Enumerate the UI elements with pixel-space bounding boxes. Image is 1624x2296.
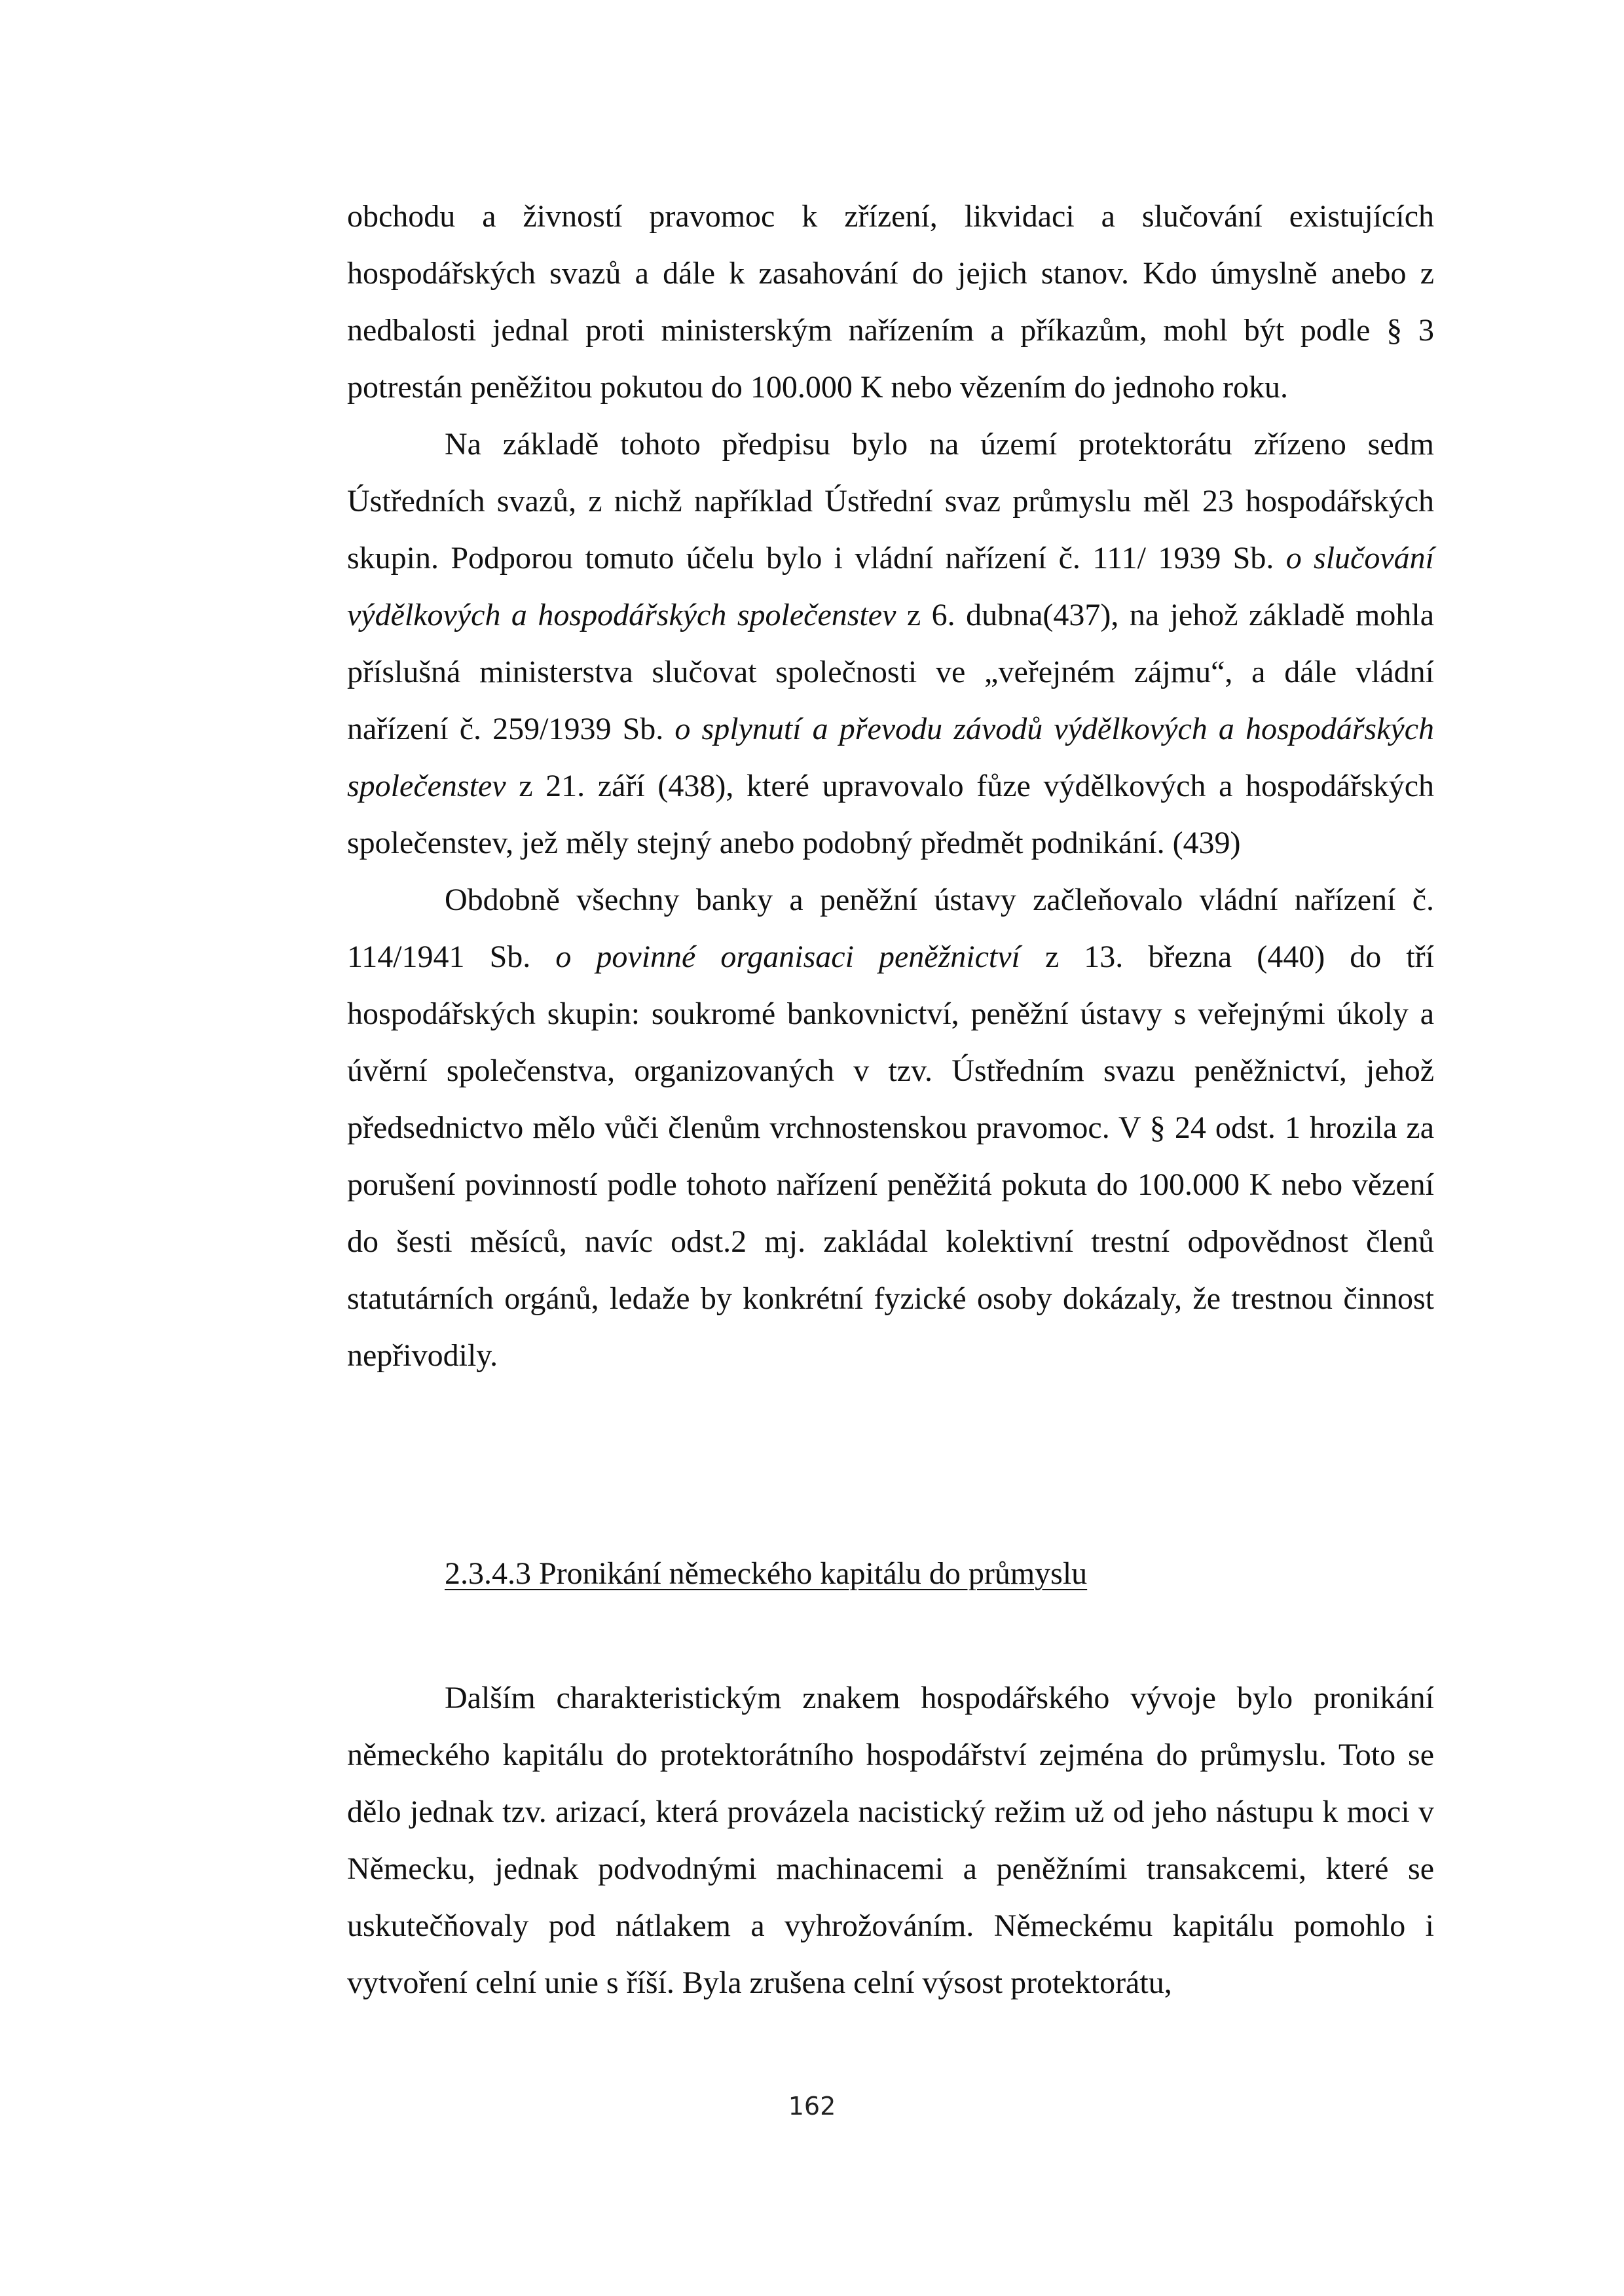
paragraph xyxy=(347,1669,1434,2011)
italic-title-text: o slučování výdělkových a hospodářských společenstev xyxy=(347,541,1435,632)
body-text-lower xyxy=(347,1669,1434,2011)
paragraph xyxy=(347,416,1434,871)
text-segment: Na základě tohoto předpisu bylo na území protektorátu zřízeno sedm Ústředních svazů, z nichž například Ústřední svaz průmyslu měl 23 hospodářských skupin. Podporou tomuto účelu bylo i vládní nařízení č. 111/ 1939 Sb. xyxy=(347,427,1434,575)
text-segment: Dalším charakteristickým znakem hospodářského vývoje bylo pronikání německého kapitálu do protektorátního hospodářství zejména do průmyslu. Toto se dělo jednak tzv. arizací, která provázela nacistický režim už od jeho nástupu k moci v Německu, jednak podvodnými machinacemi a peněžními transakcemi, které se uskutečňovaly pod nátlakem a vyhrožováním. Německému kapitálu pomohlo i vytvoření celní unie s říší. Byla zrušena celní výsost protektorátu, xyxy=(347,1681,1434,2000)
paragraph xyxy=(347,871,1434,1384)
text-segment: obchodu a živností pravomoc k zřízení, likvidaci a slučování existujících hospodářských svazů a dále k zasahování do jejich stanov. Kdo úmyslně anebo z nedbalosti jednal proti ministerským nařízením a příkazům, mohl být podle § 3 potrestán peněžitou pokutou do 100.000 K nebo vězením do jednoho roku. xyxy=(347,199,1434,405)
text-segment: z 21. září (438), které upravovalo fůze výdělkových a hospodářských společenstev, jež měly stejný anebo podobný předmět podnikání. (439) xyxy=(347,769,1434,860)
italic-title-text: o povinné organisaci peněžnictví xyxy=(555,939,1020,974)
italic-title-text: o splynutí a převodu závodů výdělkových a hospodářských společenstev xyxy=(347,712,1435,803)
text-segment: Obdobně všechny banky a peněžní ústavy začleňovalo vládní nařízení č. 114/1941 Sb. xyxy=(347,883,1434,974)
section-heading: 2.3.4.3 Pronikání německého kapitálu do průmyslu xyxy=(445,1556,1088,1591)
text-segment: z 6. dubna(437), na jehož základě mohla příslušná ministerstva slučovat společnosti ve „veřejném zájmu“, a dále vládní nařízení č. 259/1939 Sb. xyxy=(347,598,1434,746)
page-number: 162 xyxy=(788,2092,836,2121)
text-segment: z 13. března (440) do tří hospodářských skupin: soukromé bankovnictví, peněžní ústavy s veřejnými úkoly a úvěrní společenstva, organizovaných v tzv. Ústředním svazu peněžnictví, jehož předsednictvo mělo vůči členům vrchnostenskou pravomoc. V § 24 odst. 1 hrozila za porušení povinností podle tohoto nařízení peněžitá pokuta do 100.000 K nebo vězení do šesti měsíců, navíc odst.2 mj. zakládal kolektivní trestní odpovědnost členů statutárních orgánů, ledaže by konkrétní fyzické osoby dokázaly, že trestnou činnost nepřivodily. xyxy=(347,939,1434,1373)
paragraph xyxy=(347,188,1434,416)
body-text-upper xyxy=(347,188,1434,1384)
